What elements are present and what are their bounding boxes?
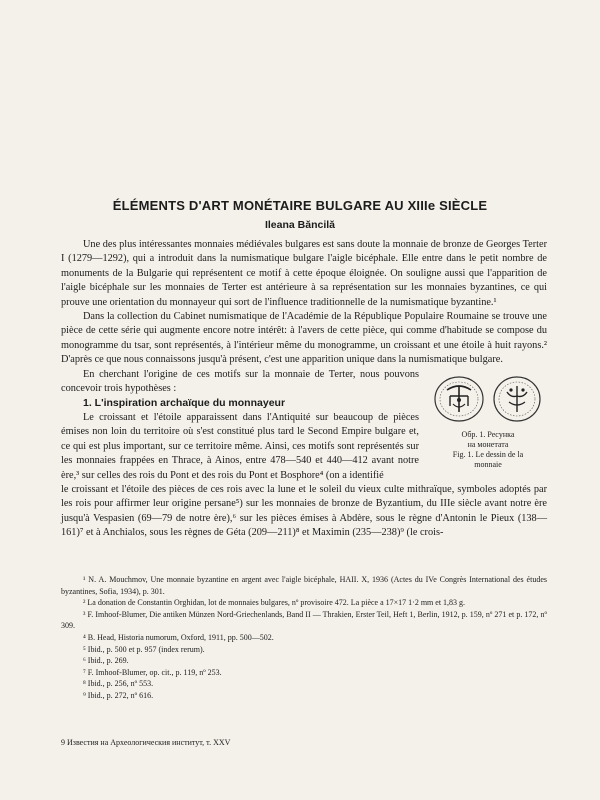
section-heading: 1. L'inspiration archaïque du monnayeur [83,397,286,410]
footnote-6: ⁶ Ibid., p. 269. [83,656,129,666]
figure-caption-line-4: monnaie [474,459,502,469]
figure-caption-line-2: на монетата [467,439,509,449]
coin-reverse-drawing [491,374,543,424]
footnote-8: ⁸ Ibid., p. 256, nº 553. [83,679,154,689]
footnote-9: ⁹ Ibid., p. 272, nº 616. [83,690,154,700]
coin-drawings [429,374,547,424]
footnote-5: ⁵ Ibid., p. 500 et p. 957 (index rerum). [83,644,205,654]
paragraph-2: Dans la collection du Cabinet numismatique de l'Académie de la République Populaire Roumaine se trouve une pièce de cette série qui augmente encore notre intérêt: à l'avers de cette pièce, qui comme d'habitude se compose du monogramme du tsar, sont représentés, à l'intérieur même du monogramme, un croissant et une étoile à huit rayons.² D'après ce que nous connaissons jusqu'à présent, c'est une apparition unique dans la numismatique bulgare. [61,311,547,366]
figure-caption-line-1: Обр. 1. Реcунка [461,429,515,439]
coin-obverse-drawing [433,374,485,424]
wrapped-text-column [61,368,419,483]
article-title: ÉLÉMENTS D'ART MONÉTAIRE BULGARE AU XIIIe SIÈCLE [112,198,488,213]
paragraph-1: Une des plus intéressantes monnaies médiévales bulgares est sans doute la monnaie de bronze de Georges Terter I (1279—1292), qui a introduit dans la numismatique bulgare l'aigle bicéphale. Elle entre dans le petit nombre de monuments de la Bulgarie qui représentent ce motif à cette époque éloignée. On souligne aussi que l'apparition de l'aigle bicéphale sur les monnaies de Terter est antérieure à sa représentation sur les monnaies byzantines, ce qui prouve une orientation du monnayeur qui sort de l'influence traditionnelle de la numismatique byzantine.¹ [61,239,547,308]
page-footer: 9 Известия на Археологическия институт, т. XXV [61,738,231,747]
footnotes [61,574,547,702]
footnote-1: ¹ N. A. Mouchmov, Une monnaie byzantine en argent avec l'aigle bicéphale, HAII. X, 1936 (Actes du IVe Congrès International des études byzantines, Sofia, 1934), p. 301. [61,575,547,596]
article-author: Ileana Băncilă [264,219,336,231]
footnote-4: ⁴ B. Head, Historia numorum, Oxford, 1911, pp. 500—502. [83,632,274,642]
text-with-figure [61,368,547,483]
footnote-3: ³ F. Imhoof-Blumer, Die antiken Münzen Nord-Griechenlands, Band II — Thrakien, Erster Teil, Heft 1, Berlin, 1912, p. 159, nº 271 et p. 172, nº 309. [61,609,547,631]
paragraph-3: En cherchant l'origine de ces motifs sur la monnaie de Terter, nous pouvons concevoir trois hypothèses : [61,368,419,395]
section-paragraph-start: Le croissant et l'étoile apparaissent dans l'Antiquité sur beaucoup de pièces émises non loin du territoire où s'est constitué plus tard le Second Empire bulgare et, ce qui est plus important, sur ce territoire même. Ainsi, ces motifs sont représentés sur les monnaies frappées en Thrace, à Ainos, entre 478—540 et 440—412 avant notre ère,³ sur celles des rois du Pont et des rois du Pont et Bosphore⁴ (on a identifié [61,411,419,481]
footnote-2: ² La donation de Constantin Orghidan, lot de monnaies bulgares, nº provisoire 472. La pièce a 17×17 1·2 mm et 1,83 g. [83,598,466,608]
section-paragraph-continued: le croissant et l'étoile des pièces de ces rois avec la lune et le soleil du vieux culte mithraïque, symboles adoptés par les rois pour affirmer leur origine persane⁵) sur les monnaies de bronze de Byzantium, du IIIe siècle avant notre ère jusqu'à Vespasien (69—79 de notre ère),⁶ sur les pièces émises à Abdère, sous le règne d'Antonin le Pieux (138—161)⁷ et à Anchialos, sous les règnes de Géta (209—211)⁸ et Maximin (235—238)⁹ (le crois- [61,483,547,539]
footnote-7: ⁷ F. Imhoof-Blumer, op. cit., p. 119, nº 253. [83,667,222,677]
coin-figure [429,368,547,483]
figure-caption-line-3: Fig. 1. Le dessin de la [452,449,524,459]
article-body [61,238,547,541]
